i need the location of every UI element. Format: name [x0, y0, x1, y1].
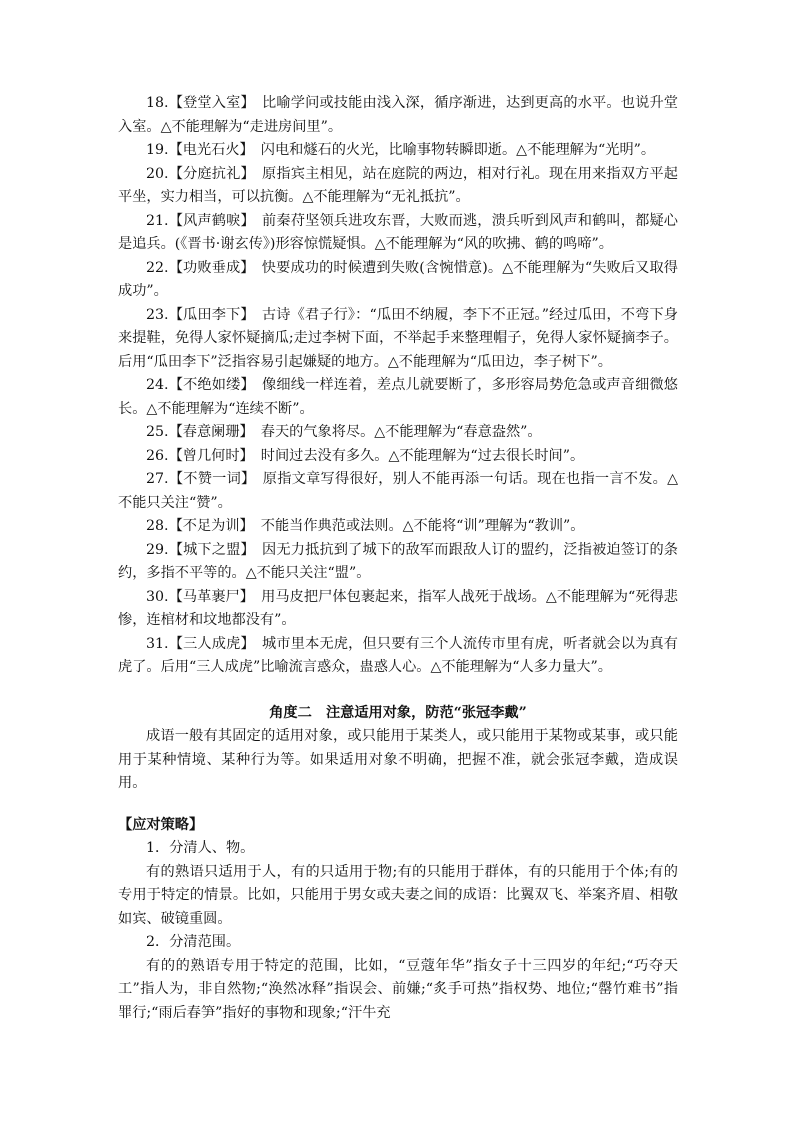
strategy-point-2-text: 有的的熟语专用于特定的范围，比如，“豆蔻年华”指女子十三四岁的年纪;“巧夺天工”指人为，非自然物;“涣然冰释”指误会、前嫌;“炙手可热”指权势、地位;“罄竹难书”指罪行;“雨后春笋”指好的事物和现象;“汗牛充	[118, 957, 678, 1021]
strategy-point-1-title: 1．分清人、物。	[146, 840, 255, 856]
idiom-entry-29: 29.【城下之盟】 因无力抵抗到了城下的敌军而跟敌人订的盟约，泛指被迫签订的条约，多指不平等的。△不能只关注“盟”。	[118, 541, 678, 581]
idiom-entry-18: 18.【登堂入室】 比喻学问或技能由浅入深，循序渐进，达到更高的水平。也说升堂入室。△不能理解为“走进房间里”。	[118, 95, 678, 135]
idiom-entry-26: 26.【曾几何时】 时间过去没有多久。△不能理解为“过去很长时间”。	[146, 447, 585, 464]
strategy-title: 【应对策略】	[118, 816, 204, 833]
idiom-entry-23: 23.【瓜田李下】 古诗《君子行》：“瓜田不纳履，李下不正冠。”经过瓜田，不弯下身来提鞋，免得人家怀疑摘瓜;走过李树下面，不举起手来整理帽子，免得人家怀疑摘李子。后用“瓜田李下”泛指容易引起嫌疑的地方。△不能理解为“瓜田边，李子树下”。	[118, 306, 678, 370]
idiom-entry-27: 27.【不赞一词】 原指文章写得很好，别人不能再添一句话。现在也指一言不发。△不能只关注“赞”。	[118, 471, 678, 511]
idiom-entry-30: 30.【马革裹尸】 用马皮把尸体包裹起来，指军人战死于战场。△不能理解为“死得悲惨，连棺材和坟地都没有”。	[118, 588, 678, 628]
idiom-entry-21: 21.【风声鹤唳】 前秦苻坚领兵进攻东晋，大败而逃，溃兵听到风声和鹤叫，都疑心是追兵。(《晋书·谢玄传》)形容惊慌疑惧。△不能理解为“风的吹拂、鹤的鸣啼”。	[118, 212, 678, 252]
strategy-point-1-text: 有的熟语只适用于人，有的只适用于物;有的只能用于群体，有的只能用于个体;有的专用于特定的情景。比如，只能用于男女或夫妻之间的成语：比翼双飞、举案齐眉、相敬如宾、破镜重圆。	[118, 863, 678, 927]
spacer	[118, 796, 678, 814]
strategy-point-2-title: 2．分清范围。	[146, 934, 241, 950]
spacer	[118, 680, 678, 702]
idiom-entry-25: 25.【春意阑珊】 春天的气象将尽。△不能理解为“春意盎然”。	[146, 424, 542, 440]
section-heading: 角度二 注意适用对象，防范“张冠李戴”	[269, 704, 527, 721]
section-intro: 成语一般有其固定的适用对象，或只能用于某类人，或只能用于某物或某事，或只能用于某种情境、某种行为等。如果适用对象不明确，把握不准，就会张冠李戴，造成误用。	[118, 728, 678, 791]
idiom-entry-31: 31.【三人成虎】 城市里本无虎，但只要有三个人流传市里有虎，听者就会以为真有虎了。后用“三人成虎”比喻流言惑众，蛊惑人心。△不能理解为“人多力量大”。	[118, 635, 678, 675]
idiom-entry-28: 28.【不足为训】 不能当作典范或法则。△不能将“训”理解为“教训”。	[146, 518, 585, 534]
idiom-entry-19: 19.【电光石火】 闪电和燧石的火光，比喻事物转瞬即逝。△不能理解为“光明”。	[146, 142, 656, 158]
idiom-entry-20: 20.【分庭抗礼】 原指宾主相见，站在庭院的两边，相对行礼。现在用来指双方平起平坐，实力相当，可以抗衡。△不能理解为“无礼抵抗”。	[118, 165, 678, 205]
idiom-entry-22: 22.【功败垂成】 快要成功的时候遭到失败(含惋惜意)。△不能理解为“失败后又取得成功”。	[118, 259, 678, 299]
idiom-entry-24: 24.【不绝如缕】 像细线一样连着，差点儿就要断了，多形容局势危急或声音细微悠长。△不能理解为“连续不断”。	[118, 377, 678, 417]
document-body	[118, 92, 678, 1025]
